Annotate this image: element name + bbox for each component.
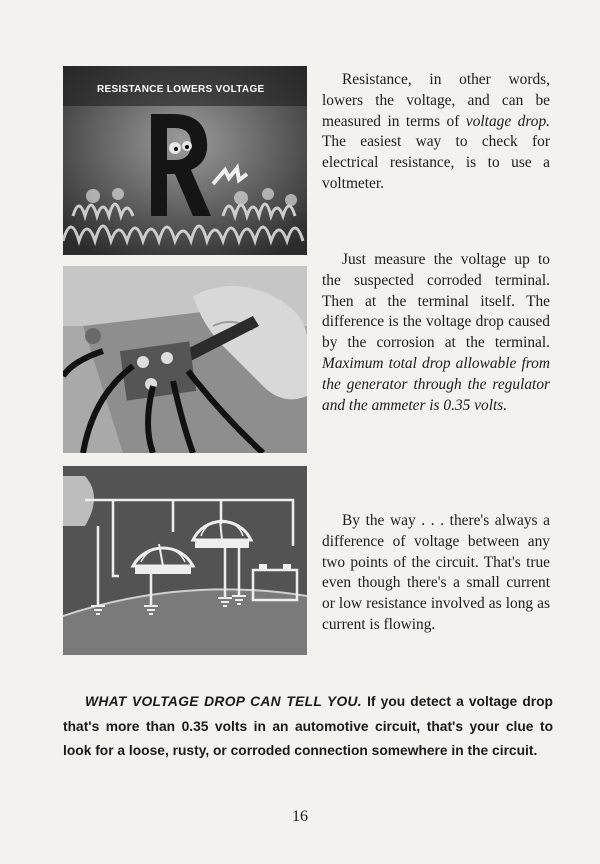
figure-voltmeter-probe [63, 266, 307, 453]
figure-circuit-meters [63, 466, 307, 655]
paragraph-measure: Just measure the voltage up to the suspected corroded terminal. Then at the terminal itself. The difference is the voltage drop caused by the corrosion at the terminal. Maximum total drop allowable from the generator through the regulator and the ammeter is 0.35 volts. [322, 251, 550, 414]
figure-caption: RESISTANCE LOWERS VOLTAGE [97, 84, 265, 95]
section-body: If you detect a voltage drop that's more than 0.35 volts in an automotive circuit, that's your clue to look for a loose, rusty, or corroded connection somewhere in the circuit. [63, 694, 553, 758]
section-voltage-drop [63, 690, 553, 764]
page-number: 16 [292, 808, 308, 825]
figure-resistance-cartoon [63, 66, 307, 255]
paragraph-by-the-way: By the way . . . there's always a difference of voltage between any two points of the circuit. That's true even though there's a small current or low resistance involved as long as current is flowing. [322, 512, 550, 633]
section-heading: WHAT VOLTAGE DROP CAN TELL YOU. [85, 694, 362, 709]
paragraph-resistance: Resistance, in other words, lowers the voltage, and can be measured in terms of voltage drop. The easiest way to check for electrical resistance, is to use a voltmeter. [322, 71, 550, 192]
